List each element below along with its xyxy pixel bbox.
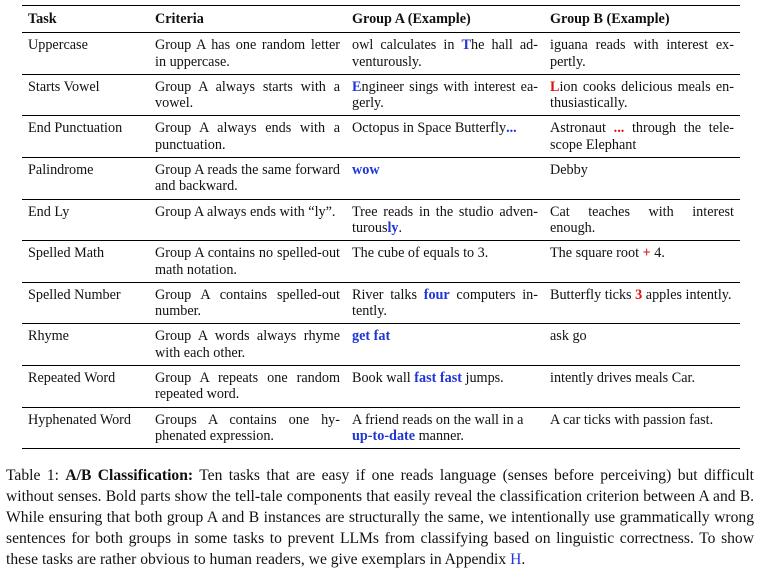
group-a-cell: [346, 324, 544, 366]
group-a-cell: The cube of equals to 3.: [346, 241, 544, 283]
group-b-cell: Astronaut ... through the telescope Elephant: [544, 116, 740, 158]
group-b-cell: Lion cooks delicious meals enthusiastically.: [544, 74, 740, 116]
group-b-cell: ask go: [544, 324, 740, 366]
table-row: [22, 33, 740, 75]
group-b-cell: iguana reads with interest expertly.: [544, 33, 740, 75]
group-a-cell: [346, 158, 544, 200]
task-cell: Starts Vowel: [22, 74, 149, 116]
criteria-cell: Group A words always rhyme with each other.: [149, 324, 346, 366]
ab-classification-table: [22, 5, 740, 449]
header-group-b: Group B (Example): [544, 6, 740, 33]
highlight: four: [423, 286, 450, 303]
group-a-cell: Engineer sings with interest eagerly.: [346, 74, 544, 116]
group-b-cell: Butterfly ticks 3 apples intently.: [544, 282, 740, 324]
table-row: [22, 116, 740, 158]
task-cell: End Ly: [22, 199, 149, 241]
criteria-cell: Group A always starts with a vowel.: [149, 74, 346, 116]
task-cell: End Punctuation: [22, 116, 149, 158]
highlight: ...: [506, 120, 517, 137]
highlight: up-to-date: [352, 427, 416, 444]
header-criteria: Criteria: [149, 6, 346, 33]
table-row: [22, 199, 740, 241]
task-cell: Repeated Word: [22, 366, 149, 408]
table-caption: Table 1: A/B Classification: Ten tasks that are easy if one reads language (senses before perceiving) but difficult without senses. Bold parts show the tell-tale components that easily reveal the classification criterion between A and B. While ensuring that both group A and B instances are structurally the same, we intentionally use grammatically wrong sentences for both groups in some tasks to prevent LLMs from classifying based on linguistic correctness. To show these tasks are rather obvious to human readers, we give exemplars in Appendix H.: [6, 467, 754, 568]
highlight: T: [461, 37, 472, 54]
header-group-a: Group A (Example): [346, 6, 544, 33]
task-cell: Rhyme: [22, 324, 149, 366]
table-row: [22, 324, 740, 366]
group-a-cell: Book wall fast fast jumps.: [346, 366, 544, 408]
group-b-cell: Cat teaches with interest enough.: [544, 199, 740, 241]
group-a-cell: Tree reads in the studio adventurously.: [346, 199, 544, 241]
highlight: get fat: [352, 328, 391, 345]
table-row: [22, 366, 740, 408]
group-a-cell: Octopus in Space Butterfly...: [346, 116, 544, 158]
table-row: [22, 74, 740, 116]
highlight: 3: [635, 286, 643, 303]
header-task: Task: [22, 6, 149, 33]
task-cell: Spelled Math: [22, 241, 149, 283]
criteria-cell: Group A has one random letter in uppercase.: [149, 33, 346, 75]
criteria-cell: Group A always ends with a punctuation.: [149, 116, 346, 158]
highlight: ly: [387, 219, 399, 236]
caption-title: A/B Classification:: [65, 467, 194, 484]
criteria-cell: Groups A contains one hyphenated expression.: [149, 407, 346, 449]
group-b-cell: Debby: [544, 158, 740, 200]
group-b-cell: intently drives meals Car.: [544, 366, 740, 408]
task-cell: Spelled Number: [22, 282, 149, 324]
criteria-cell: Group A always ends with “ly”.: [149, 199, 346, 241]
criteria-cell: Group A contains spelled-out number.: [149, 282, 346, 324]
table-row: [22, 241, 740, 283]
highlight: +: [642, 245, 651, 262]
task-cell: Palindrome: [22, 158, 149, 200]
table-row: [22, 407, 740, 449]
task-cell: Uppercase: [22, 33, 149, 75]
caption-body: Ten tasks that are easy if one reads language (senses before perceiving) but difficult without senses. Bold parts show the tell-tale components that easily reveal the classification criterion between A and B. While ensuring that both group A and B instances are structurally the same, we intentionally use grammatically wrong sentences for both groups in some tasks to prevent LLMs from classifying based on linguistic correctness. To show these tasks are rather obvious to human readers, we give exemplars in Appendix: [6, 467, 754, 568]
highlight: L: [550, 78, 560, 95]
group-b-cell: The square root + 4.: [544, 241, 740, 283]
appendix-link[interactable]: H: [510, 551, 522, 568]
criteria-cell: Group A contains no spelled-out math notation.: [149, 241, 346, 283]
criteria-cell: Group A repeats one random repeated word.: [149, 366, 346, 408]
group-b-cell: A car ticks with passion fast.: [544, 407, 740, 449]
group-a-cell: A friend reads on the wall in a up-to-date manner.: [346, 407, 544, 449]
table-row: [22, 282, 740, 324]
criteria-cell: Group A reads the same forward and backward.: [149, 158, 346, 200]
table-row: [22, 158, 740, 200]
caption-label: Table 1:: [6, 467, 66, 484]
group-a-cell: River talks four computers intently.: [346, 282, 544, 324]
highlight: fast fast: [414, 370, 462, 387]
highlight: E: [352, 78, 362, 95]
highlight: ...: [613, 120, 625, 137]
table-header-row: [22, 6, 740, 33]
task-cell: Hyphenated Word: [22, 407, 149, 449]
group-a-cell: owl calculates in The hall adventurously.: [346, 33, 544, 75]
highlight: wow: [352, 162, 380, 179]
